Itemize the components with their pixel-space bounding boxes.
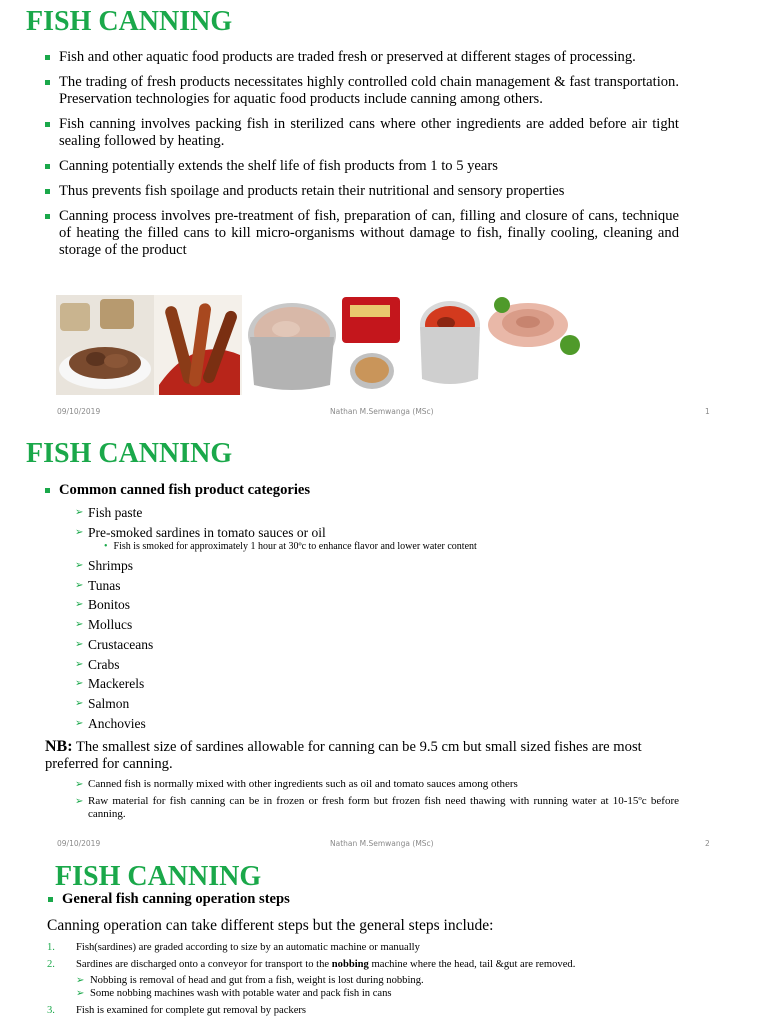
red-can-image [340, 295, 402, 347]
arrow-bullet-icon: ➢ [75, 526, 84, 538]
list-item: The trading of fresh products necessitates highly controlled cold chain management & fast transportation. Preservation technologies for aquatic food products include canning among others. [45, 74, 679, 108]
arrow-bullet-icon: ➢ [75, 560, 84, 571]
list-item: Thus prevents fish spoilage and products retain their nutritional and sensory properties [45, 183, 679, 200]
arrow-bullet-icon: ➢ [76, 975, 85, 986]
list-item: ➢ Crustaceans [75, 635, 153, 655]
list-item: ➢ Tunas [75, 576, 153, 596]
product-list [75, 503, 326, 542]
arrow-bullet-icon: ➢ [75, 678, 84, 690]
square-bullet-icon [45, 164, 50, 169]
list-item: 2. Sardines are discharged onto a conveyor for transport to the nobbing machine where the head, tail &gut are removed. ➢ Nobbing is removal of head and gut from a fish, weight is lost during nobbing. ➢ Some nobbing machines wash with potable water and pack fish in cans [47, 959, 677, 999]
sardines-tomato-image [154, 295, 242, 395]
list-item: ➢ Pre-smoked sardines in tomato sauces or oil [75, 523, 326, 543]
arrow-bullet-icon: ➢ [75, 779, 84, 790]
list-item: ➢ Fish paste [75, 503, 326, 523]
slide-2 [0, 425, 768, 855]
footer-author: Nathan M.Semwanga (MSc) [330, 407, 434, 416]
list-item: Fish canning involves packing fish in sterilized cans where other ingredients are added before air tight sealing followed by heating. [45, 116, 679, 150]
notes-list [75, 778, 679, 825]
slide-title: FISH CANNING [26, 438, 233, 469]
slide-1 [0, 0, 768, 425]
list-item: ➢ Crabs [75, 655, 153, 675]
square-bullet-icon [45, 122, 50, 127]
list-item: Canning process involves pre-treatment of fish, preparation of can, filling and closure of cans, technique of heating the filled cans to kill micro-organisms without damage to fish, finally cooling, cleaning and storage of the product [45, 208, 679, 259]
sub-steps-list [76, 975, 677, 999]
arrow-bullet-icon: ➢ [75, 507, 84, 518]
canned-fish-images [56, 295, 586, 395]
intro-text: Canning operation can take different steps but the general steps include: [47, 917, 494, 934]
product-list [75, 556, 153, 733]
fish-plate-image [56, 295, 154, 395]
list-item: ➢ Mackerels [75, 674, 153, 694]
sub-note: • Fish is smoked for approximately 1 hour at 30ºc to enhance flavor and lower water content [104, 541, 477, 552]
list-item: ➢ Anchovies [75, 714, 153, 734]
square-bullet-icon [45, 80, 50, 85]
fish-in-can-image [412, 295, 488, 395]
list-item: ➢ Salmon [75, 694, 153, 714]
list-item: ➢ Bonitos [75, 595, 153, 615]
nb-label: NB: [45, 738, 73, 755]
list-item: Canning potentially extends the shelf life of fish products from 1 to 5 years [45, 158, 679, 175]
arrow-bullet-icon: ➢ [75, 599, 84, 611]
category-heading: Common canned fish product categories [45, 482, 310, 499]
slide-3 [0, 855, 768, 1024]
list-item: ➢ Nobbing is removal of head and gut from a fish, weight is lost during nobbing. [76, 975, 424, 986]
footer-date: 09/10/2019 [57, 407, 101, 416]
list-item: ➢ Raw material for fish canning can be in frozen or fresh form but frozen fish need thawing with running water at 10-15ºc before canning. [75, 794, 679, 820]
arrow-bullet-icon: ➢ [75, 717, 84, 729]
slide-title: FISH CANNING [26, 6, 233, 37]
steps-list [47, 942, 677, 1022]
dot-bullet-icon: • [104, 541, 108, 552]
list-item: ➢ Shrimps [75, 556, 153, 576]
open-can-image [346, 347, 398, 395]
list-item: ➢ Mollucs [75, 615, 153, 635]
nb-note: NB: The smallest size of sardines allowable for canning can be 9.5 cm but small sized fishes are most preferred for canning. [45, 738, 642, 772]
arrow-bullet-icon: ➢ [75, 658, 84, 670]
list-item: ➢ Canned fish is normally mixed with other ingredients such as oil and tomato sauces among others [75, 778, 518, 790]
list-item: 1. Fish(sardines) are graded according to size by an automatic machine or manually [47, 942, 420, 953]
arrow-bullet-icon: ➢ [75, 619, 84, 631]
square-bullet-icon [48, 897, 53, 902]
arrow-bullet-icon: ➢ [75, 638, 84, 650]
tuna-can-image [244, 295, 340, 395]
list-item: Fish and other aquatic food products are traded fresh or preserved at different stages of processing. [45, 49, 679, 66]
slide-title: FISH CANNING [55, 861, 262, 892]
list-item: 3. Fish is examined for complete gut removal by packers [47, 1005, 307, 1016]
bullet-list [45, 49, 679, 267]
square-bullet-icon [45, 55, 50, 60]
arrow-bullet-icon: ➢ [76, 988, 85, 999]
footer-date: 09/10/2019 [57, 839, 101, 848]
arrow-bullet-icon: ➢ [75, 697, 84, 709]
arrow-bullet-icon: ➢ [75, 795, 84, 807]
list-item: ➢ Some nobbing machines wash with potable water and pack fish in cans [76, 988, 392, 999]
arrow-bullet-icon: ➢ [75, 579, 84, 591]
square-bullet-icon [45, 189, 50, 194]
footer-page-number: 1 [705, 407, 710, 416]
section-heading: General fish canning operation steps [48, 891, 290, 908]
tuna-steak-image [484, 295, 582, 357]
square-bullet-icon [45, 214, 50, 219]
footer-author: Nathan M.Semwanga (MSc) [330, 839, 434, 848]
square-bullet-icon [45, 488, 50, 493]
footer-page-number: 2 [705, 839, 710, 848]
